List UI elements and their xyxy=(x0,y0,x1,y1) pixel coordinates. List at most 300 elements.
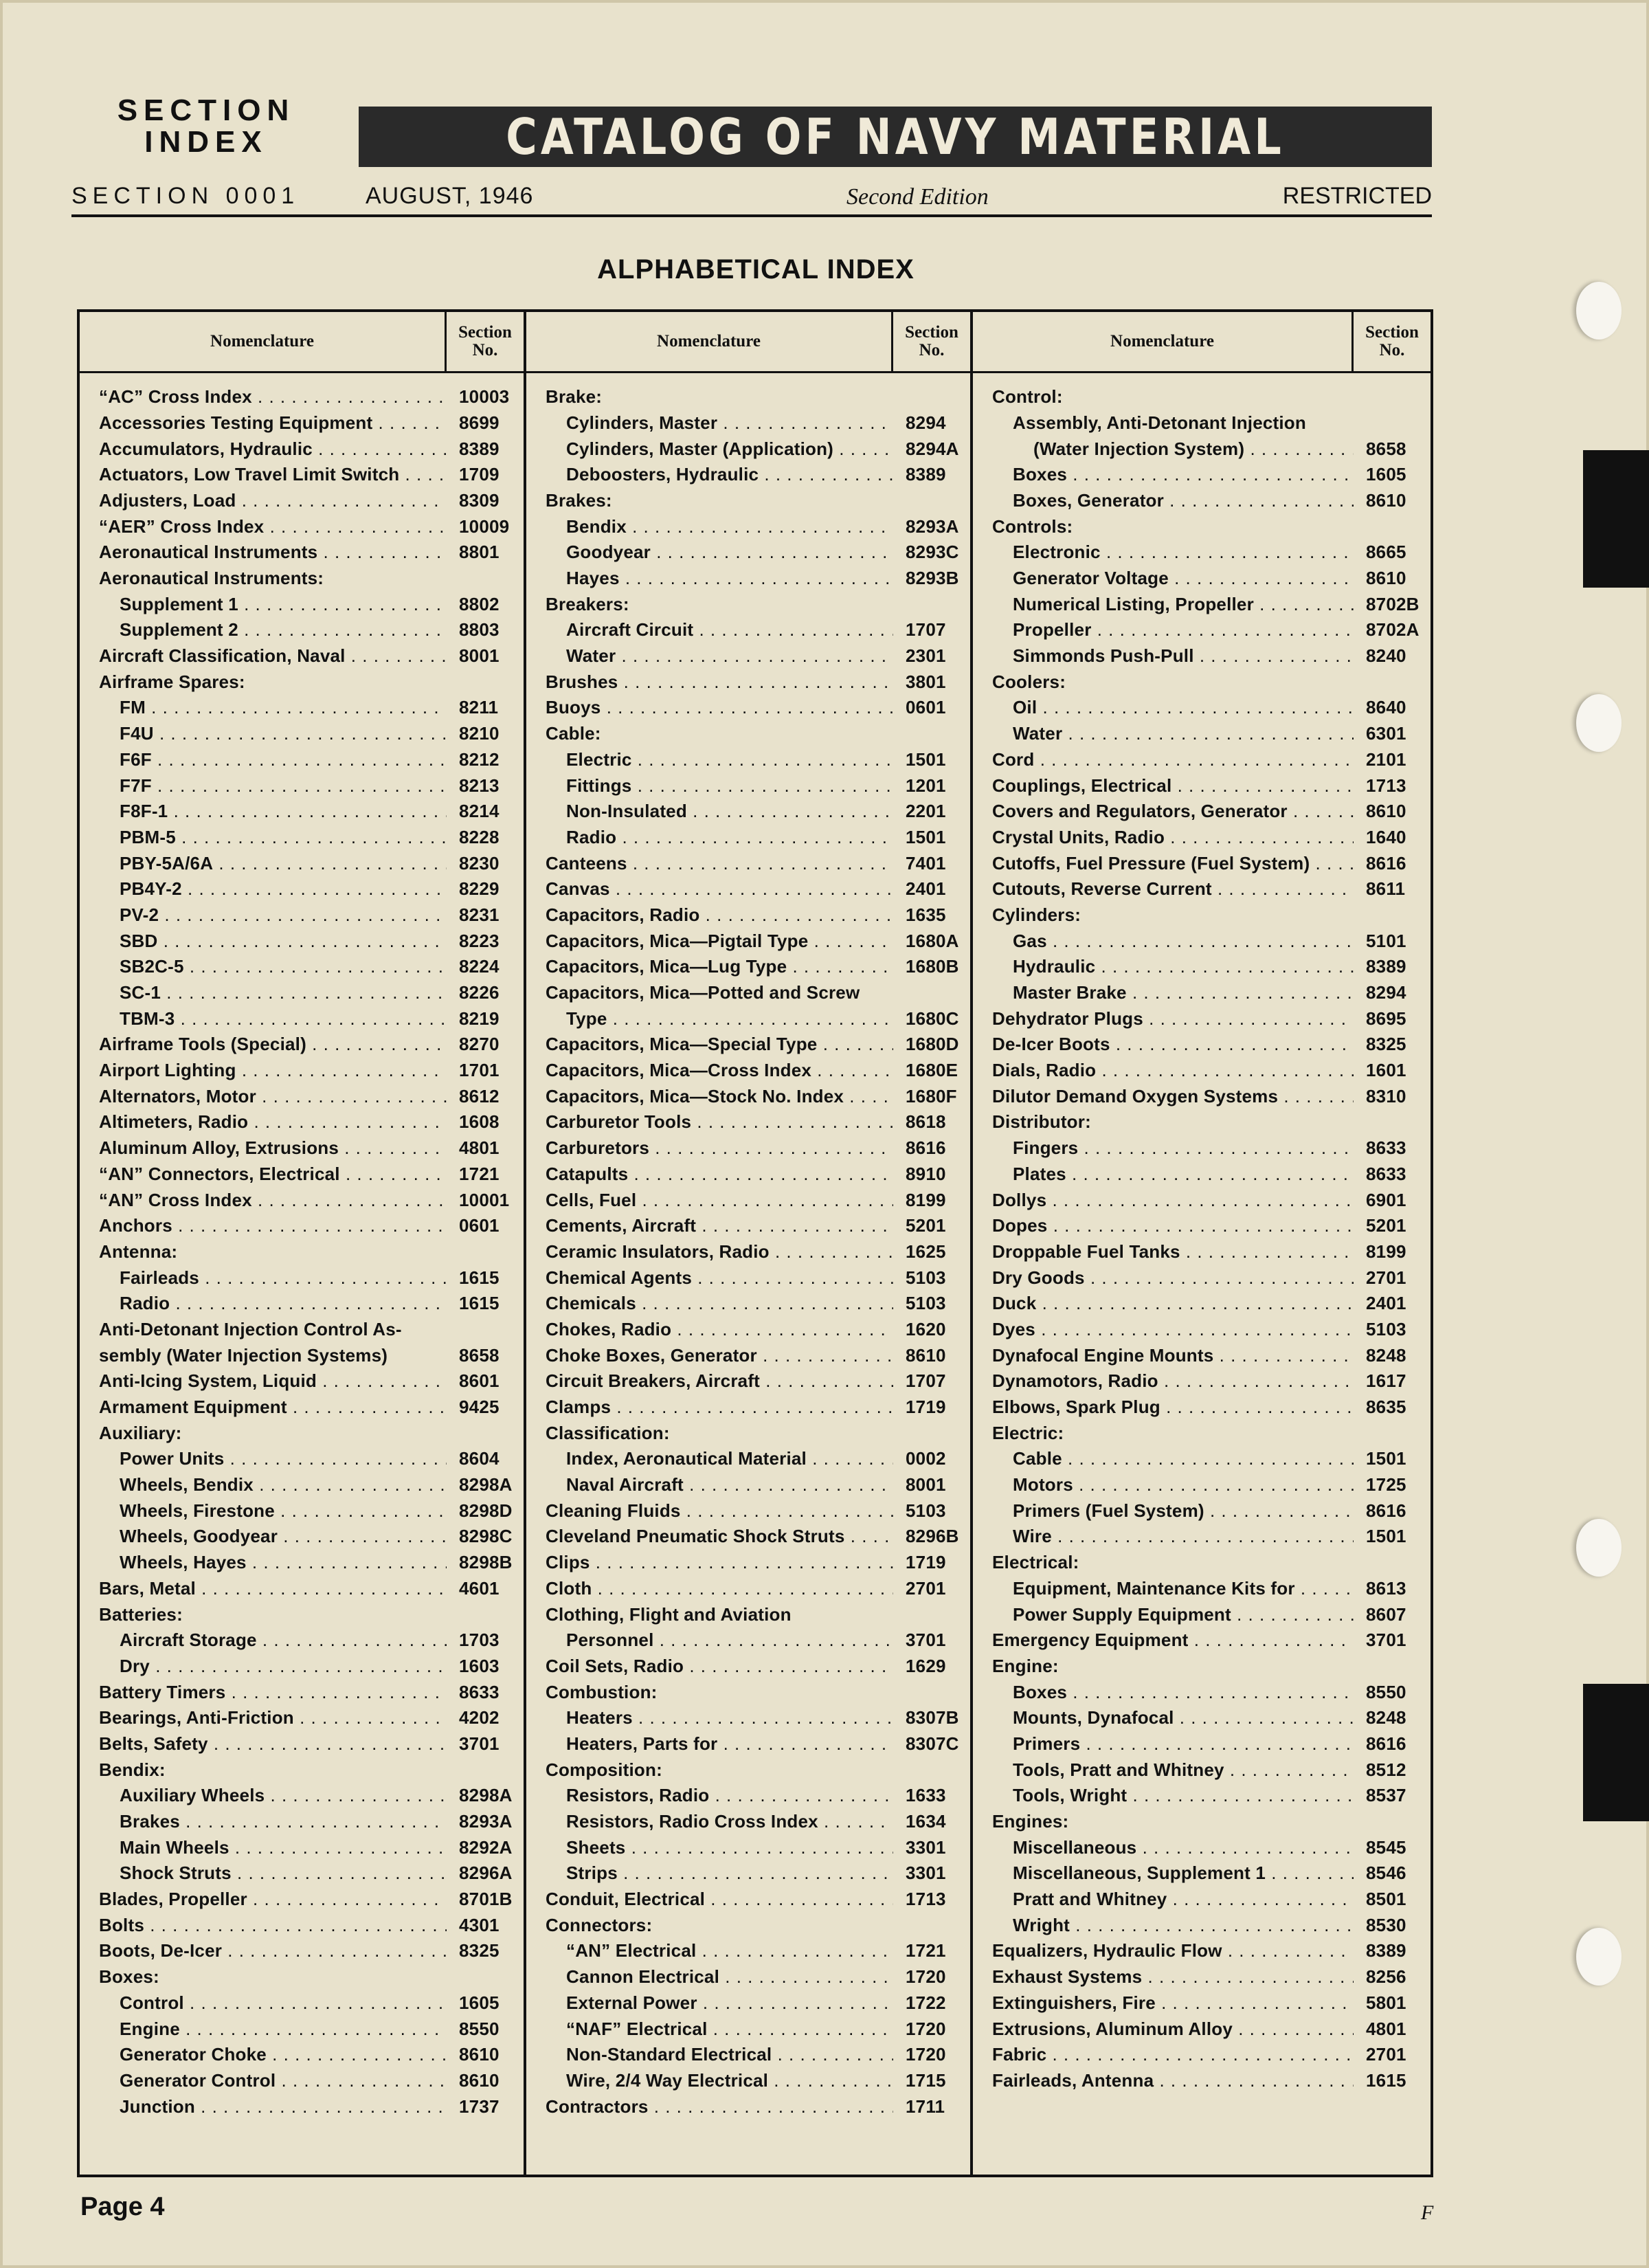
index-entry xyxy=(973,1472,1431,1498)
index-rows xyxy=(80,373,524,2120)
index-entry xyxy=(80,1058,524,1084)
index-tab-marker xyxy=(1583,450,1649,588)
index-entry xyxy=(80,980,524,1006)
index-entry xyxy=(973,1576,1431,1602)
entry-section-number: 8501 xyxy=(1366,1889,1406,1910)
entry-section-number: 0601 xyxy=(906,697,946,718)
entry-name: Dilutor Demand Oxygen Systems . . . xyxy=(973,1086,1354,1107)
entry-section-number: 2401 xyxy=(906,878,946,900)
index-entry xyxy=(80,384,524,410)
entry-name: Exhaust Systems . . . xyxy=(973,1966,1354,1988)
index-entry xyxy=(973,1291,1431,1317)
entry-name: “NAF” Electrical . . . xyxy=(526,2019,893,2040)
index-entry xyxy=(526,2068,970,2094)
entry-name: Heaters . . . xyxy=(526,1707,893,1728)
entry-name: Crystal Units, Radio . . . xyxy=(973,827,1354,848)
entry-name: Junction . . . xyxy=(80,2096,447,2117)
index-entry xyxy=(973,1317,1431,1343)
index-entry xyxy=(973,488,1431,514)
index-entry xyxy=(80,1342,524,1368)
index-entry xyxy=(526,1058,970,1084)
index-entry xyxy=(526,1135,970,1161)
index-entry xyxy=(80,1679,524,1705)
entry-name: Clips . . . xyxy=(526,1552,893,1573)
entry-name: Control . . . xyxy=(80,1992,447,2014)
nomenclature-header: Nomenclature xyxy=(657,332,761,351)
entry-name: Battery Timers . . . xyxy=(80,1682,447,1703)
index-entry xyxy=(526,772,970,799)
index-entry xyxy=(80,488,524,514)
entry-section-number: 8294 xyxy=(1366,982,1406,1003)
entry-name: Tools, Wright . . . xyxy=(973,1785,1354,1806)
entry-name: Engine . . . xyxy=(80,2019,447,2040)
index-entry xyxy=(526,1809,970,1835)
entry-name: Ceramic Insulators, Radio . . . xyxy=(526,1241,893,1263)
entry-section-number: 8530 xyxy=(1366,1914,1406,1935)
entry-name: Auxiliary: xyxy=(99,1422,182,1443)
entry-name: Hayes . . . xyxy=(526,568,893,589)
entry-name: Main Wheels . . . xyxy=(80,1837,447,1858)
index-entry xyxy=(80,1446,524,1472)
entry-name: Cutouts, Reverse Current . . . xyxy=(973,878,1354,900)
index-entry xyxy=(80,1291,524,1317)
index-column-2 xyxy=(526,312,973,2175)
index-entry xyxy=(526,1239,970,1265)
entry-section-number: 5201 xyxy=(1366,1215,1406,1236)
entry-section-number: 8537 xyxy=(1366,1785,1406,1806)
index-heading xyxy=(526,1757,970,1783)
entry-name: Brushes . . . xyxy=(526,671,893,693)
entry-name: Naval Aircraft . . . xyxy=(526,1474,893,1496)
entry-name: Numerical Listing, Propeller . . . xyxy=(973,594,1354,615)
entry-name: Goodyear . . . xyxy=(526,542,893,563)
index-rows xyxy=(973,373,1431,2093)
entry-section-number: 8802 xyxy=(459,593,500,614)
index-entry xyxy=(80,2068,524,2094)
index-entry xyxy=(526,1835,970,1861)
index-heading xyxy=(973,384,1431,410)
index-entry xyxy=(526,799,970,825)
index-entry xyxy=(973,928,1431,954)
index-entry xyxy=(526,1524,970,1550)
entry-section-number: 8613 xyxy=(1366,1577,1406,1599)
index-entry xyxy=(526,462,970,488)
entry-name: F8F-1 . . . xyxy=(80,801,447,822)
entry-section-number: 2701 xyxy=(1366,2044,1406,2065)
entry-section-number: 1720 xyxy=(906,2044,946,2065)
index-entry xyxy=(973,1731,1431,1757)
entry-section-number: 4301 xyxy=(459,1914,500,1935)
index-entry xyxy=(973,1887,1431,1913)
entry-section-number: 1634 xyxy=(906,1811,946,1832)
entry-name: Cutoffs, Fuel Pressure (Fuel System) . . . xyxy=(973,853,1354,874)
entry-section-number: 8294 xyxy=(906,412,946,433)
entry-name: Electrical: xyxy=(992,1552,1079,1573)
index-entry xyxy=(80,1265,524,1291)
index-heading xyxy=(526,384,970,410)
binder-hole xyxy=(1576,1928,1622,1986)
entry-name: Anti-Icing System, Liquid . . . xyxy=(80,1370,447,1392)
section-no-header xyxy=(445,312,524,371)
index-entry xyxy=(80,799,524,825)
entry-name: Water . . . xyxy=(526,645,893,667)
entry-name: Cylinders: xyxy=(992,904,1081,925)
entry-name: Airframe Tools (Special) . . . xyxy=(80,1034,447,1055)
entry-name: Airframe Spares: xyxy=(99,671,245,692)
entry-section-number: 8293A xyxy=(459,1811,513,1832)
entry-name: De-Icer Boots . . . xyxy=(973,1034,1354,1055)
entry-name: PBM-5 . . . xyxy=(80,827,447,848)
entry-name: TBM-3 . . . xyxy=(80,1008,447,1030)
entry-name: “AER” Cross Index . . . xyxy=(80,516,447,537)
index-entry xyxy=(80,747,524,773)
entry-name: Pratt and Whitney . . . xyxy=(973,1889,1354,1910)
entry-name: Canvas . . . xyxy=(526,878,893,900)
entry-name: Power Supply Equipment . . . xyxy=(973,1604,1354,1625)
entry-section-number: 2101 xyxy=(1366,748,1406,770)
entry-name: Cord . . . xyxy=(973,749,1354,770)
index-entry xyxy=(973,1835,1431,1861)
entry-section-number: 8226 xyxy=(459,982,500,1003)
entry-name: Wright . . . xyxy=(973,1915,1354,1936)
index-entry xyxy=(973,1239,1431,1265)
index-entry xyxy=(80,1550,524,1576)
index-entry xyxy=(973,1368,1431,1394)
entry-section-number: 1737 xyxy=(459,2095,500,2117)
entry-section-number: 1715 xyxy=(906,2069,946,2091)
index-entry xyxy=(80,410,524,436)
entry-section-number: 4202 xyxy=(459,1707,500,1728)
entry-name: Fingers . . . xyxy=(973,1137,1354,1159)
index-entry xyxy=(973,2042,1431,2068)
index-entry xyxy=(526,850,970,876)
entry-section-number: 2401 xyxy=(1366,1293,1406,1314)
entry-name: Cleaning Fluids . . . xyxy=(526,1500,893,1522)
index-entry xyxy=(526,1990,970,2016)
index-entry xyxy=(526,669,970,696)
index-entry xyxy=(526,1860,970,1887)
entry-section-number: 8604 xyxy=(459,1448,500,1469)
index-entry xyxy=(526,1161,970,1188)
index-entry xyxy=(973,747,1431,773)
index-entry xyxy=(973,436,1431,462)
index-entry xyxy=(526,1187,970,1213)
entry-section-number: 1601 xyxy=(1366,1060,1406,1081)
index-entry xyxy=(526,410,970,436)
entry-name: Engine: xyxy=(992,1655,1059,1676)
entry-name: FM . . . xyxy=(80,697,447,718)
entry-section-number: 2701 xyxy=(1366,1267,1406,1288)
index-heading xyxy=(973,1421,1431,1447)
index-entry xyxy=(973,1860,1431,1887)
entry-section-number: 8616 xyxy=(1366,1733,1406,1754)
entry-name: Catapults . . . xyxy=(526,1164,893,1185)
entry-section-number: 8228 xyxy=(459,826,500,847)
entry-name: Altimeters, Radio . . . xyxy=(80,1111,447,1133)
entry-name: Generator Choke . . . xyxy=(80,2044,447,2065)
entry-name: Cable . . . xyxy=(973,1448,1354,1469)
entry-name: Aircraft Classification, Naval . . . xyxy=(80,645,447,667)
index-entry xyxy=(80,1705,524,1731)
entry-name: Dollys . . . xyxy=(973,1190,1354,1211)
entry-name: Wheels, Goodyear . . . xyxy=(80,1526,447,1547)
index-entry xyxy=(973,1601,1431,1627)
index-entry xyxy=(973,1058,1431,1084)
index-entry xyxy=(526,1394,970,1421)
index-table xyxy=(77,309,1433,2177)
entry-name: Capacitors, Mica—Pigtail Type . . . xyxy=(526,931,893,952)
index-entry xyxy=(80,1835,524,1861)
entry-section-number: 8224 xyxy=(459,956,500,977)
index-heading xyxy=(526,1601,970,1627)
entry-section-number: 3701 xyxy=(459,1733,500,1754)
index-entry xyxy=(973,1783,1431,1809)
index-entry xyxy=(80,643,524,669)
index-entry xyxy=(973,850,1431,876)
index-heading xyxy=(973,902,1431,929)
entry-name: Fairleads . . . xyxy=(80,1267,447,1289)
index-entry xyxy=(526,954,970,980)
entry-name: Dynamotors, Radio . . . xyxy=(973,1370,1354,1392)
entry-name: Boxes . . . xyxy=(973,1682,1354,1703)
entry-section-number: 8211 xyxy=(459,697,499,718)
entry-name: Resistors, Radio Cross Index . . . xyxy=(526,1811,893,1832)
entry-section-number: 8310 xyxy=(1366,1085,1406,1107)
entry-section-number: 8801 xyxy=(459,542,500,563)
entry-section-number: 8294A xyxy=(906,438,959,459)
entry-section-number: 6301 xyxy=(1366,723,1406,744)
entry-section-number: 0601 xyxy=(459,1215,500,1236)
entry-section-number: 8550 xyxy=(459,2018,500,2039)
entry-section-number: 8389 xyxy=(459,438,500,459)
entry-section-number: 3301 xyxy=(906,1836,946,1858)
entry-name: Motors . . . xyxy=(973,1474,1354,1496)
entry-section-number: 5103 xyxy=(906,1267,946,1288)
index-heading xyxy=(973,1109,1431,1135)
entry-name: Index, Aeronautical Material . . . xyxy=(526,1448,893,1469)
entry-name: Gas . . . xyxy=(973,931,1354,952)
entry-section-number: 3701 xyxy=(906,1630,946,1651)
column-header xyxy=(973,312,1431,373)
entry-section-number: 1605 xyxy=(1366,464,1406,485)
index-entry xyxy=(973,1032,1431,1058)
entry-name: Controls: xyxy=(992,515,1073,537)
index-entry xyxy=(80,876,524,902)
entry-section-number: 5103 xyxy=(906,1500,946,1521)
entry-name: Miscellaneous . . . xyxy=(973,1837,1354,1858)
index-entry xyxy=(80,1887,524,1913)
entry-name: Non-Insulated . . . xyxy=(526,801,893,822)
entry-name: Composition: xyxy=(546,1759,662,1780)
index-entry xyxy=(80,436,524,462)
entry-section-number: 0002 xyxy=(906,1448,946,1469)
entry-section-number: 8293C xyxy=(906,542,959,563)
entry-section-number: 1720 xyxy=(906,2018,946,2039)
entry-name: Electric: xyxy=(992,1422,1064,1443)
entry-name: (Water Injection System) . . . xyxy=(973,438,1354,460)
entry-name: “AN” Cross Index . . . xyxy=(80,1190,447,1211)
index-entry xyxy=(526,1576,970,1602)
index-entry xyxy=(973,592,1431,618)
index-heading xyxy=(526,488,970,514)
entry-section-number: 8601 xyxy=(459,1370,500,1392)
entry-section-number: 8231 xyxy=(459,904,500,925)
entry-name: “AC” Cross Index . . . xyxy=(80,386,447,408)
index-entry xyxy=(80,1006,524,1032)
index-entry xyxy=(973,1161,1431,1188)
index-entry xyxy=(80,825,524,851)
index-heading xyxy=(526,1421,970,1447)
index-entry xyxy=(80,592,524,618)
entry-name: Type . . . xyxy=(526,1008,893,1030)
index-entry xyxy=(526,1498,970,1524)
entry-name: Generator Voltage . . . xyxy=(973,568,1354,589)
entry-name: Electric . . . xyxy=(526,749,893,770)
entry-name: Deboosters, Hydraulic . . . xyxy=(526,464,893,485)
entry-section-number: 1605 xyxy=(459,1992,500,2013)
entry-name: Buoys . . . xyxy=(526,697,893,718)
entry-name: Oil . . . xyxy=(973,697,1354,718)
index-entry xyxy=(80,1809,524,1835)
entry-section-number: 2201 xyxy=(906,801,946,822)
entry-section-number: 1501 xyxy=(1366,1526,1406,1547)
entry-name: Electronic . . . xyxy=(973,542,1354,563)
index-entry xyxy=(973,462,1431,488)
entry-name: Resistors, Radio . . . xyxy=(526,1785,893,1806)
entry-name: Dry Goods . . . xyxy=(973,1267,1354,1289)
entry-name: Adjusters, Load . . . xyxy=(80,490,447,511)
entry-name: Aluminum Alloy, Extrusions . . . xyxy=(80,1137,447,1159)
entry-section-number: 8296B xyxy=(906,1526,959,1547)
entry-name: Batteries: xyxy=(99,1603,183,1625)
entry-section-number: 4801 xyxy=(459,1137,500,1159)
entry-name: Wheels, Bendix . . . xyxy=(80,1474,447,1496)
entry-name: SBD . . . xyxy=(80,931,447,952)
index-entry xyxy=(80,1498,524,1524)
entry-name: Dopes . . . xyxy=(973,1215,1354,1236)
entry-name: Radio . . . xyxy=(80,1293,447,1314)
entry-name: Anchors . . . xyxy=(80,1215,447,1236)
entry-name: Capacitors, Mica—Cross Index . . . xyxy=(526,1060,893,1081)
index-entry xyxy=(973,1446,1431,1472)
entry-section-number: 8545 xyxy=(1366,1836,1406,1858)
entry-name: Propeller . . . xyxy=(973,619,1354,641)
edition-label: Second Edition xyxy=(846,184,989,210)
entry-name: Dials, Radio . . . xyxy=(973,1060,1354,1081)
index-entry xyxy=(973,799,1431,825)
entry-section-number: 8546 xyxy=(1366,1863,1406,1884)
entry-section-number: 8298A xyxy=(459,1474,513,1496)
entry-name: Aeronautical Instruments: xyxy=(99,568,324,589)
index-heading xyxy=(526,592,970,618)
index-entry xyxy=(80,954,524,980)
entry-name: Radio . . . xyxy=(526,827,893,848)
index-entry xyxy=(526,540,970,566)
index-heading xyxy=(973,669,1431,696)
entry-name: Capacitors, Radio . . . xyxy=(526,904,893,926)
entry-section-number: 1680C xyxy=(906,1008,959,1029)
index-entry xyxy=(973,825,1431,851)
index-column-1 xyxy=(80,312,526,2175)
entry-name: Simmonds Push-Pull . . . xyxy=(973,645,1354,667)
index-entry xyxy=(973,1705,1431,1731)
binder-hole xyxy=(1576,1519,1622,1577)
entry-name: Supplement 1 . . . xyxy=(80,594,447,615)
entry-section-number: 8658 xyxy=(459,1344,500,1366)
entry-name: Fairleads, Antenna . . . xyxy=(973,2070,1354,2091)
entry-name: Bendix . . . xyxy=(526,516,893,537)
nomenclature-header: Nomenclature xyxy=(1110,332,1214,351)
index-entry xyxy=(973,2016,1431,2042)
index-entry xyxy=(973,566,1431,592)
index-entry xyxy=(526,747,970,773)
index-entry xyxy=(973,980,1431,1006)
index-entry xyxy=(526,1291,970,1317)
entry-name: Brakes: xyxy=(546,489,612,511)
entry-name: Fittings . . . xyxy=(526,775,893,797)
entry-section-number: 6901 xyxy=(1366,1189,1406,1210)
entry-section-number: 8610 xyxy=(459,2069,500,2091)
entry-name: Personnel . . . xyxy=(526,1630,893,1651)
entry-section-number: 7401 xyxy=(906,852,946,874)
entry-name: Control: xyxy=(992,386,1063,408)
entry-name: Bendix: xyxy=(99,1759,166,1780)
entry-section-number: 1501 xyxy=(906,748,946,770)
entry-name: External Power . . . xyxy=(526,1992,893,2014)
index-heading xyxy=(80,1757,524,1783)
entry-name: sembly (Water Injection Systems) xyxy=(99,1344,388,1366)
index-entry xyxy=(973,1757,1431,1783)
entry-section-number: 8307C xyxy=(906,1733,959,1754)
entry-name: Shock Struts . . . xyxy=(80,1863,447,1884)
entry-name: Cannon Electrical . . . xyxy=(526,1966,893,1988)
entry-section-number: 1680A xyxy=(906,930,959,951)
entry-name: Mounts, Dynafocal . . . xyxy=(973,1707,1354,1728)
index-entry xyxy=(80,1524,524,1550)
entry-section-number: 8610 xyxy=(1366,801,1406,822)
entry-section-number: 8616 xyxy=(906,1137,946,1159)
entry-name: Blades, Propeller . . . xyxy=(80,1889,447,1910)
index-entry xyxy=(80,1084,524,1110)
section-index-label: SECTION INDEX xyxy=(117,93,295,159)
index-entry xyxy=(80,1135,524,1161)
index-entry xyxy=(526,1109,970,1135)
entry-section-number: 1719 xyxy=(906,1397,946,1418)
entry-name: Power Units . . . xyxy=(80,1448,447,1469)
entry-section-number: 1707 xyxy=(906,619,946,641)
entry-section-number: 3801 xyxy=(906,671,946,692)
entry-name: Coolers: xyxy=(992,671,1066,692)
section-header-line1: Section xyxy=(905,323,958,342)
index-heading xyxy=(526,1679,970,1705)
entry-section-number: 1501 xyxy=(906,826,946,847)
entry-name: Actuators, Low Travel Limit Switch . . . xyxy=(80,464,447,485)
index-entry xyxy=(80,2093,524,2120)
index-entry xyxy=(973,1913,1431,1939)
entry-name: Conduit, Electrical . . . xyxy=(526,1889,893,1910)
index-entry xyxy=(526,1342,970,1368)
index-entry xyxy=(526,1654,970,1680)
index-tab-marker xyxy=(1583,1684,1649,1821)
index-entry xyxy=(526,1032,970,1058)
entry-section-number: 8230 xyxy=(459,852,500,874)
entry-name: Chokes, Radio . . . xyxy=(526,1319,893,1340)
binder-hole xyxy=(1576,694,1622,752)
entry-section-number: 8248 xyxy=(1366,1344,1406,1366)
catalog-title: CATALOG OF NAVY MATERIAL xyxy=(506,108,1285,166)
entry-name: Plates . . . xyxy=(973,1164,1354,1185)
entry-section-number: 1603 xyxy=(459,1655,500,1676)
